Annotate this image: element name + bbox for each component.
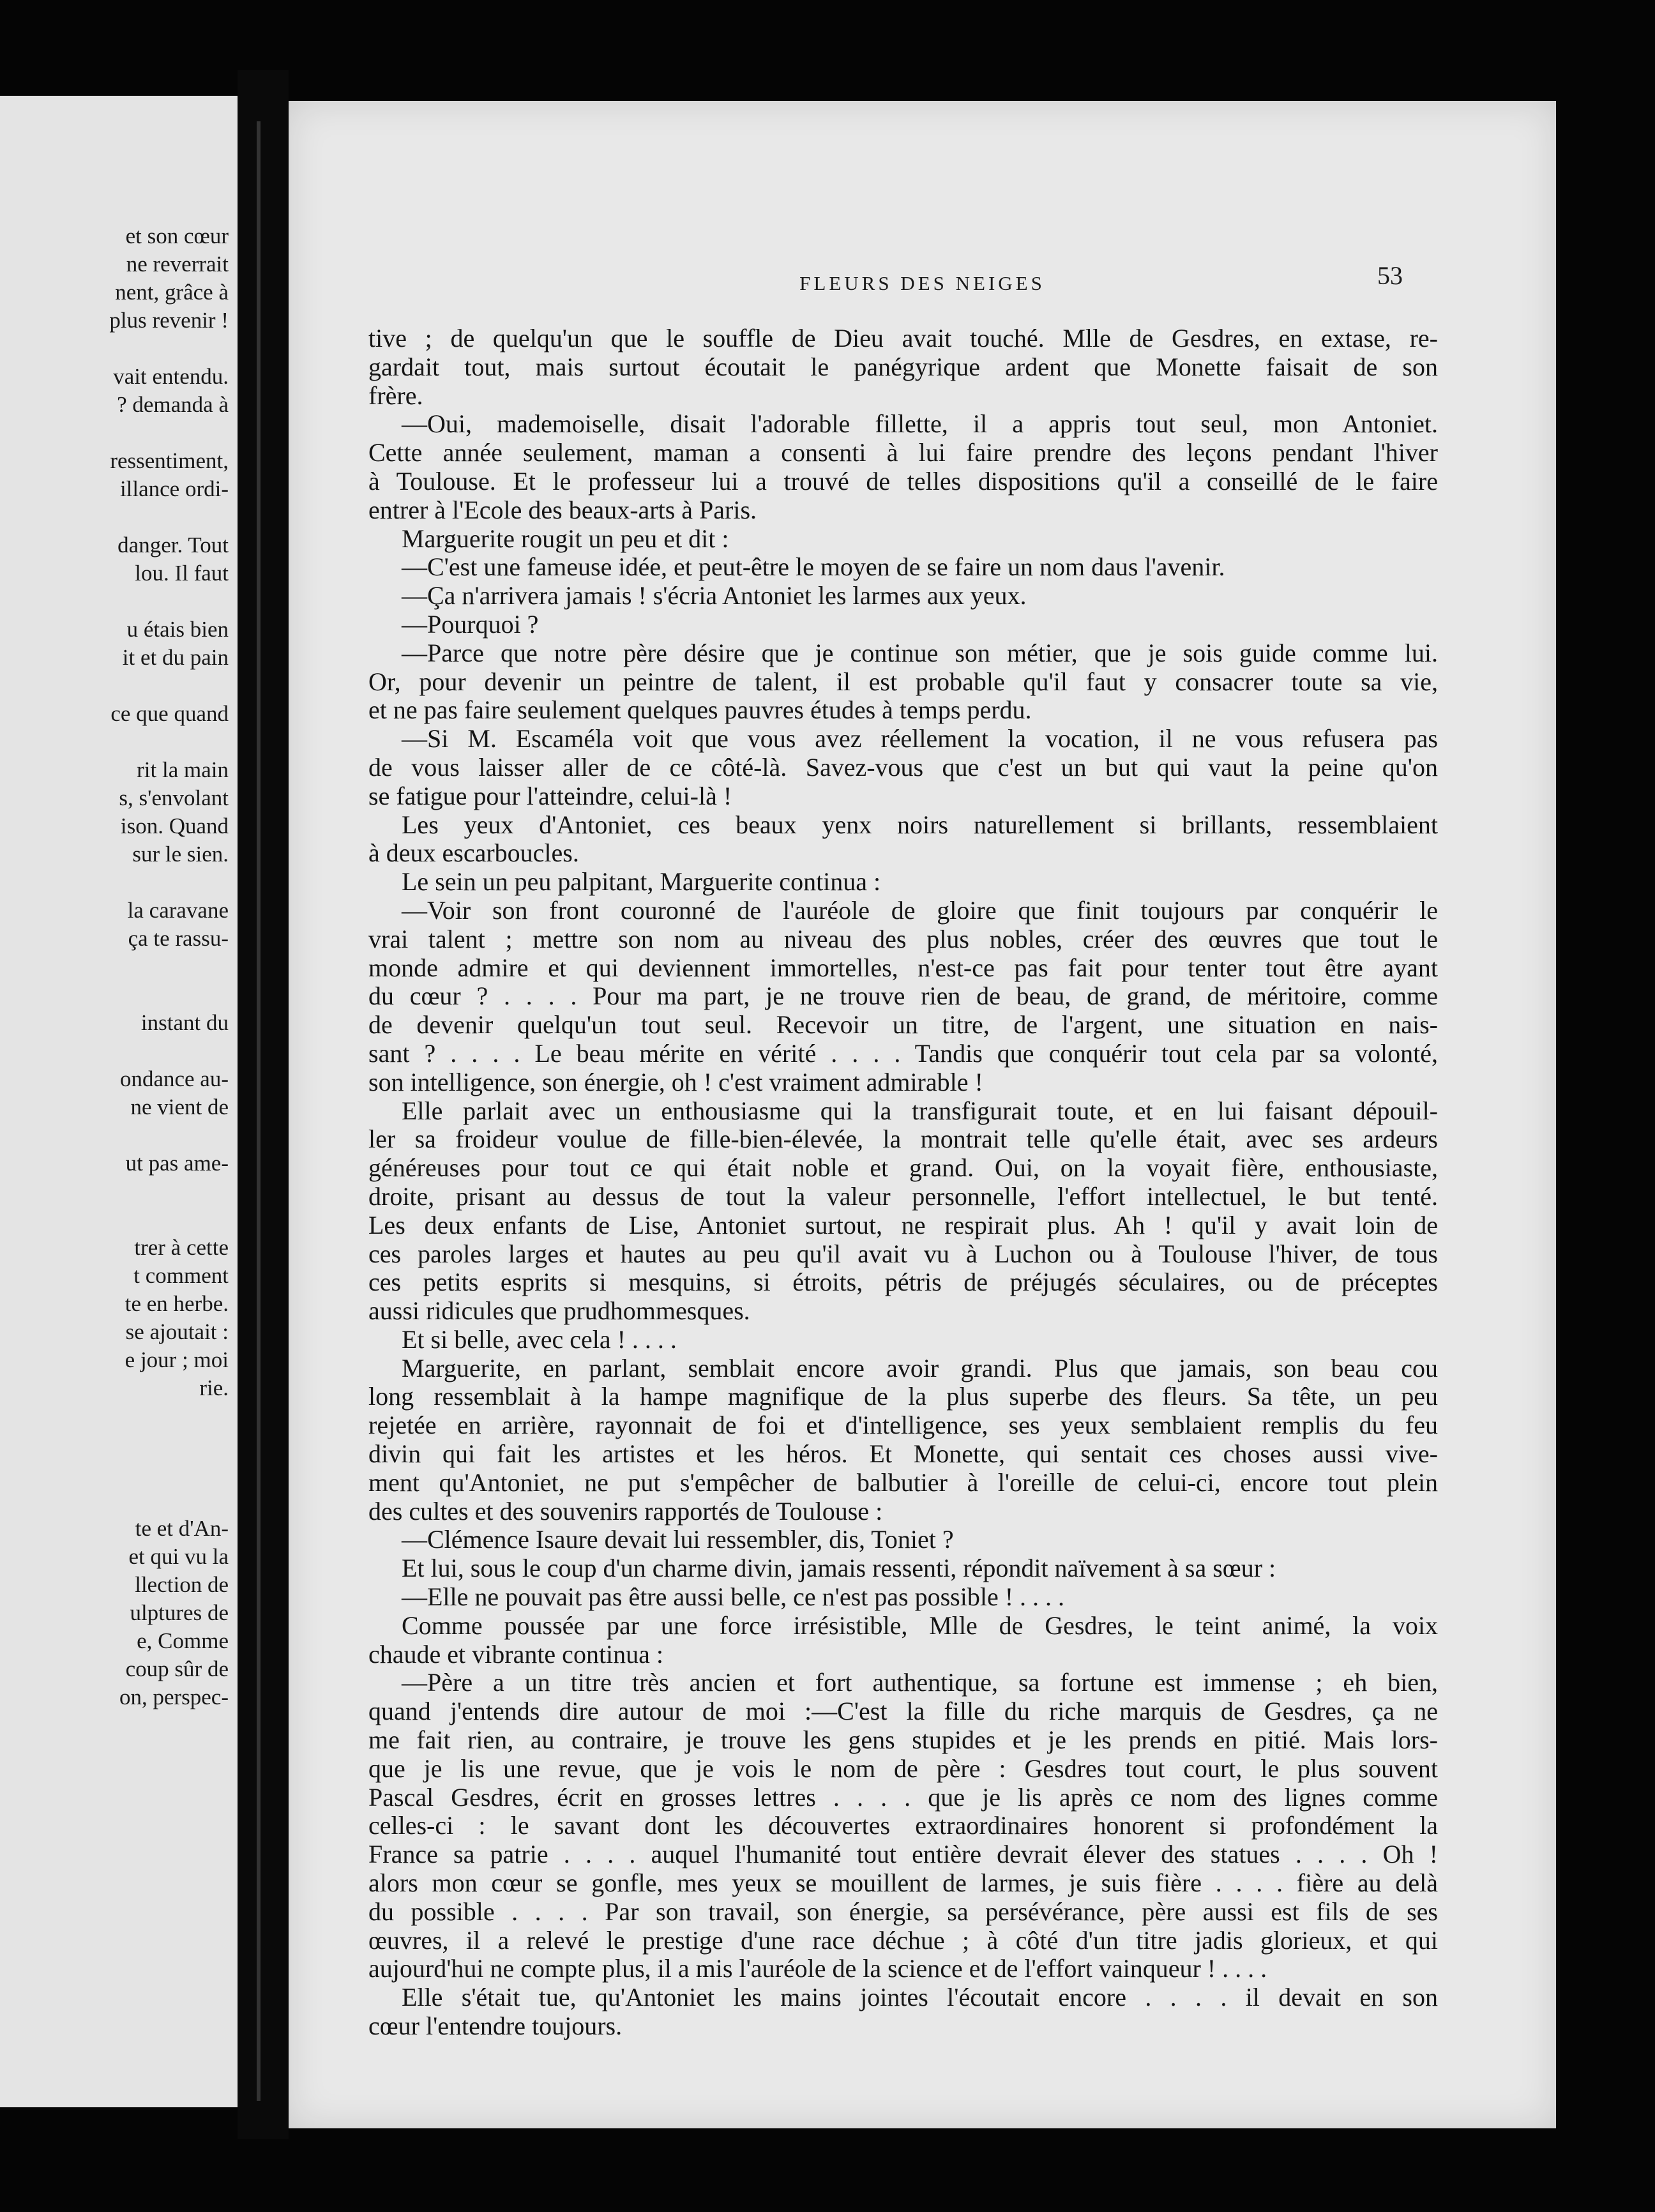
spine-shadow bbox=[257, 121, 261, 2101]
text-line: aujourd'hui ne compte plus, il a mis l'auréole de la science et de l'effort vainqueur ! . . . . bbox=[368, 1955, 1267, 1983]
left-page-line: rie. bbox=[199, 1375, 229, 1400]
text-line: droite, prisant au dessus de tout la valeur personnelle, l'effort intellectuel, le but tenté. bbox=[368, 1182, 1438, 1211]
text-line: à Toulouse. Et le professeur lui a trouvé de telles dispositions qu'il a conseillé de le faire bbox=[368, 467, 1438, 496]
facing-page-left bbox=[0, 96, 238, 2107]
left-page-line: ut pas ame- bbox=[125, 1151, 229, 1176]
text-line: ler sa froideur voulue de fille-bien-élevée, la montrait telle qu'elle était, avec ses ardeurs bbox=[368, 1125, 1438, 1154]
text-line: de vous laisser aller de ce côté-là. Savez-vous que c'est un but qui vaut la peine qu'on bbox=[368, 753, 1438, 782]
text-line: ces petits esprits si mesquins, si étroits, pétris de préjugés séculaires, ou de préceptes bbox=[368, 1268, 1438, 1297]
text-line: ment qu'Antoniet, ne put s'empêcher de balbutier à l'oreille de celui-ci, encore tout plein bbox=[368, 1468, 1438, 1497]
text-line: monde admire et qui deviennent immortelles, n'est-ce pas fait pour tenter tout être ayant bbox=[368, 953, 1438, 982]
left-page-line: se ajoutait : bbox=[125, 1319, 229, 1344]
text-line: —Elle ne pouvait pas être aussi belle, ce n'est pas possible ! . . . . bbox=[402, 1583, 1065, 1612]
text-line: Les yeux d'Antoniet, ces beaux yenx noirs naturellement si brillants, ressemblaient bbox=[402, 810, 1438, 839]
text-line: Elle parlait avec un enthousiasme qui la transfigurait toute, et en lui faisant dépouil- bbox=[402, 1096, 1438, 1125]
text-line: du cœur ? . . . . Pour ma part, je ne trouve rien de beau, de grand, de méritoire, comme bbox=[368, 982, 1438, 1011]
left-page-line: ne vient de bbox=[130, 1095, 229, 1119]
left-page-line: instant du bbox=[140, 1010, 229, 1035]
text-line: Marguerite, en parlant, semblait encore avoir grandi. Plus que jamais, son beau cou bbox=[402, 1354, 1438, 1382]
left-page-line: ulptures de bbox=[130, 1600, 229, 1625]
text-line: sant ? . . . . Le beau mérite en vérité . . . . Tandis que conquérir tout cela par sa volonté, bbox=[368, 1039, 1438, 1068]
text-line: alors mon cœur se gonfle, mes yeux se mouillent de larmes, je suis fière . . . . fière au delà bbox=[368, 1869, 1438, 1898]
left-page-line: llection de bbox=[135, 1572, 229, 1597]
left-page-line: ressentiment, bbox=[110, 448, 229, 473]
text-line: entrer à l'Ecole des beaux-arts à Paris. bbox=[368, 496, 757, 524]
left-page-line: la caravane bbox=[127, 898, 229, 923]
text-line: —Clémence Isaure devait lui ressembler, dis, Toniet ? bbox=[402, 1526, 954, 1554]
text-line: vrai talent ; mettre son nom au niveau des plus nobles, créer des œuvres que tout le bbox=[368, 925, 1438, 953]
left-page-line: coup sûr de bbox=[125, 1656, 229, 1681]
left-page-line: ne reverrait bbox=[126, 252, 229, 276]
left-page-line: trer à cette bbox=[134, 1235, 229, 1260]
left-page-line: illance ordi- bbox=[119, 476, 229, 501]
text-line: Et si belle, avec cela ! . . . . bbox=[402, 1325, 677, 1354]
left-page-line: et qui vu la bbox=[128, 1544, 229, 1569]
left-page-line: ison. Quand bbox=[120, 814, 229, 838]
text-line: cœur l'entendre toujours. bbox=[368, 2012, 623, 2041]
text-line: chaude et vibrante continua : bbox=[368, 1640, 664, 1669]
left-page-line: ce que quand bbox=[110, 701, 229, 726]
text-line: Or, pour devenir un peintre de talent, il est probable qu'il faut y consacrer toute sa vie, bbox=[368, 667, 1438, 696]
text-line: —Ça n'arrivera jamais ! s'écria Antoniet les larmes aux yeux. bbox=[402, 582, 1027, 610]
left-page-line: s, s'envolant bbox=[119, 785, 229, 810]
text-line: —C'est une fameuse idée, et peut-être le moyen de se faire un nom daus l'avenir. bbox=[402, 553, 1225, 582]
left-page-line: t comment bbox=[133, 1263, 229, 1288]
text-line: œuvres, il a relevé le prestige d'une race déchue ; à côté d'un titre jadis glorieux, et qui bbox=[368, 1926, 1438, 1955]
text-line: —Pourquoi ? bbox=[402, 610, 539, 639]
text-line: Pascal Gesdres, écrit en grosses lettres . . . . que je lis après ce nom des lignes comme bbox=[368, 1783, 1438, 1812]
left-page-line: lou. Il faut bbox=[135, 561, 229, 586]
text-line: —Voir son front couronné de l'auréole de gloire que finit toujours par conquérir le bbox=[402, 896, 1438, 925]
text-line: long ressemblait à la hampe magnifique de la plus superbe des fleurs. Sa tête, un peu bbox=[368, 1382, 1438, 1411]
left-page-line: danger. Tout bbox=[117, 533, 229, 557]
text-line: divin qui fait les artistes et les héros. Et Monette, qui sentait ces choses aussi vive- bbox=[368, 1440, 1438, 1469]
left-page-line: u étais bien bbox=[126, 617, 229, 642]
text-line: me fait rien, au contraire, je trouve les gens stupides et je les prends en pitié. Mais lors- bbox=[368, 1726, 1438, 1755]
left-page-line: it et du pain bbox=[122, 645, 229, 670]
text-line: quand j'entends dire autour de moi :—C'est la fille du riche marquis de Gesdres, ça ne bbox=[368, 1697, 1438, 1726]
left-page-line: e jour ; moi bbox=[125, 1347, 229, 1372]
text-line: et ne pas faire seulement quelques pauvres études à temps perdu. bbox=[368, 696, 1032, 725]
text-line: —Oui, mademoiselle, disait l'adorable fillette, il a appris tout seul, mon Antoniet. bbox=[402, 410, 1438, 439]
text-line: France sa patrie . . . . auquel l'humanité tout entière devrait élever des statues . . . . Oh ! bbox=[368, 1840, 1438, 1869]
left-page-line: te en herbe. bbox=[125, 1291, 229, 1316]
left-page-line: vait entendu. bbox=[113, 364, 229, 389]
page-number: 53 bbox=[1377, 261, 1403, 290]
left-page-line: te et d'An- bbox=[135, 1516, 229, 1541]
running-title: FLEURS DES NEIGES bbox=[799, 272, 1045, 294]
text-line: gardait tout, mais surtout écoutait le panégyrique ardent que Monette faisait de son bbox=[368, 352, 1438, 381]
page-text bbox=[368, 324, 1438, 2041]
book-page bbox=[289, 101, 1556, 2128]
left-page-line: et son cœur bbox=[125, 223, 229, 248]
left-page-line: sur le sien. bbox=[132, 842, 229, 867]
text-line: Elle s'était tue, qu'Antoniet les mains jointes l'écoutait encore . . . . il devait en son bbox=[402, 1983, 1438, 2012]
text-line: —Parce que notre père désire que je continue son métier, que je sois guide comme lui. bbox=[402, 639, 1438, 667]
text-line: celles-ci : le savant dont les découvertes extraordinaires honorent si profondément la bbox=[368, 1812, 1438, 1840]
text-line: Comme poussée par une force irrésistible, Mlle de Gesdres, le teint animé, la voix bbox=[402, 1611, 1438, 1640]
text-line: se fatigue pour l'atteindre, celui-là ! bbox=[368, 782, 732, 810]
book-gutter bbox=[238, 70, 289, 2139]
text-line: ces paroles larges et hautes au peu qu'il avait vu à Luchon ou à Toulouse l'hiver, de tous bbox=[368, 1239, 1438, 1268]
text-line: tive ; de quelqu'un que le souffle de Dieu avait touché. Mlle de Gesdres, en extase, re- bbox=[368, 324, 1438, 352]
left-page-line: nent, grâce à bbox=[115, 280, 229, 305]
text-line: Le sein un peu palpitant, Marguerite continua : bbox=[402, 868, 881, 897]
text-line: Et lui, sous le coup d'un charme divin, jamais ressenti, répondit naïvement à sa sœur : bbox=[402, 1554, 1276, 1583]
text-line: à deux escarboucles. bbox=[368, 839, 579, 868]
text-line: —Si M. Escaméla voit que vous avez réellement la vocation, il ne vous refusera pas bbox=[402, 725, 1438, 754]
text-line: —Père a un titre très ancien et fort authentique, sa fortune est immense ; eh bien, bbox=[402, 1669, 1438, 1697]
text-line: frère. bbox=[368, 381, 423, 410]
left-page-line: rit la main bbox=[137, 757, 229, 782]
left-page-line: ? demanda à bbox=[117, 392, 229, 417]
left-page-line: ça te rassu- bbox=[128, 926, 229, 951]
text-line: que je lis une revue, que je vois le nom de père : Gesdres tout court, le plus souvent bbox=[368, 1754, 1438, 1783]
left-page-line: plus revenir ! bbox=[109, 308, 229, 333]
left-page-line: e, Comme bbox=[137, 1628, 229, 1653]
text-line: Marguerite rougit un peu et dit : bbox=[402, 524, 729, 553]
text-line: de devenir quelqu'un tout seul. Recevoir un titre, de l'argent, une situation en nais- bbox=[368, 1011, 1438, 1040]
text-line: des cultes et des souvenirs rapportés de Toulouse : bbox=[368, 1497, 883, 1526]
left-page-line: on, perspec- bbox=[119, 1685, 229, 1709]
text-line: généreuses pour tout ce qui était noble et grand. Oui, on la voyait fière, enthousiaste, bbox=[368, 1154, 1438, 1183]
text-line: Cette année seulement, maman a consenti à lui faire prendre des leçons pendant l'hiver bbox=[368, 439, 1438, 467]
text-line: Les deux enfants de Lise, Antoniet surtout, ne respirait plus. Ah ! qu'il y avait loin de bbox=[368, 1211, 1438, 1239]
text-line: rejetée en arrière, rayonnait de foi et d'intelligence, ses yeux semblaient remplis du feu bbox=[368, 1411, 1438, 1440]
left-page-line: ondance au- bbox=[119, 1066, 229, 1091]
text-line: du possible . . . . Par son travail, son énergie, sa persévérance, père aussi est fils de ses bbox=[368, 1897, 1438, 1926]
text-line: son intelligence, son énergie, oh ! c'est vraiment admirable ! bbox=[368, 1068, 983, 1096]
text-line: aussi ridicules que prudhommesques. bbox=[368, 1297, 750, 1326]
